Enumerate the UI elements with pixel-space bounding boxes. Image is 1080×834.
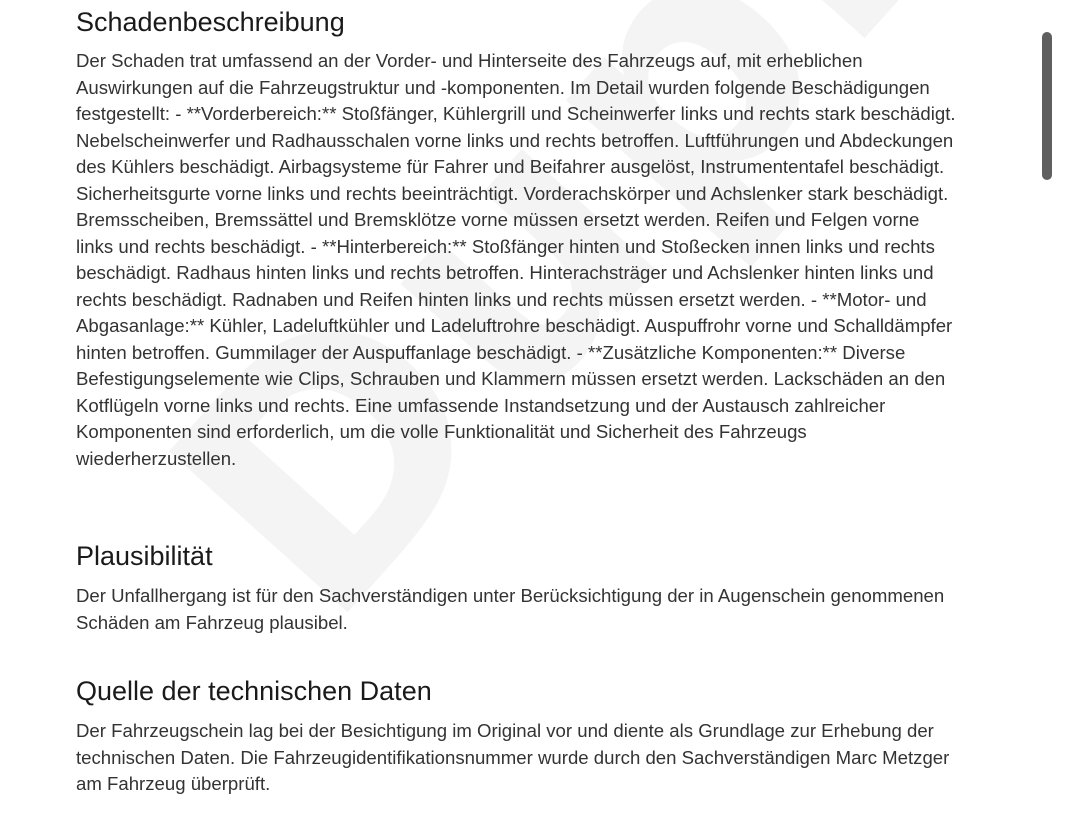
- damage-description-text: Der Schaden trat umfassend an der Vorder- und Hinterseite des Fahrzeugs auf, mit erheblichen Auswirkungen auf die Fahrzeugstruktur und -komponenten. Im Detail wurden folgende Beschädigungen festgestellt: - **Vorderbereich:** Stoßfänger, Kühlergrill und Scheinwerfer links und rechts stark beschädigt. Nebelscheinwerfer und Radhausschalen vorne links und rechts betroffen. Luftführungen und Abdeckungen des Kühlers beschädigt. Airbagsysteme für Fahrer und Beifahrer ausgelöst, Instrumententafel beschädigt. Sicherheitsgurte vorne links und rechts beeinträchtigt. Vorderachskörper und Achslenker stark beschädigt. Bremsscheiben, Bremssättel und Bremsklötze vorne müssen ersetzt werden. Reifen und Felgen vorne links und rechts beschädigt. - **Hinterbereich:** Stoßfänger hinten und Stoßecken innen links und rechts beschädigt. Radhaus hinten links und rechts betroffen. Hinterachsträger und Achslenker hinten links und rechts beschädigt. Radnaben und Reifen hinten links und rechts müssen ersetzt werden. - **Motor- und Abgasanlage:** Kühler, Ladeluftkühler und Ladeluftrohre beschädigt. Auspuffrohr vorne und Schalldämpfer hinten betroffen. Gummilager der Auspuffanlage beschädigt. - **Zusätzliche Komponenten:** Diverse Befestigungselemente wie Clips, Schrauben und Klammern müssen ersetzt werden. Lackschäden an den Kotflügeln vorne links und rechts. Eine umfassende Instandsetzung und der Austausch zahlreicher Komponenten sind erforderlich, um die volle Funktionalität und Sicherheit des Fahrzeugs wiederherzustellen.: [76, 50, 956, 469]
- damage-description-section: [76, 2, 956, 472]
- technical-data-source-heading: Quelle der technischen Daten: [76, 676, 432, 706]
- plausibility-heading: Plausibilität: [76, 541, 213, 571]
- plausibility-section: [76, 536, 956, 636]
- technical-data-source-text: Der Fahrzeugschein lag bei der Besichtigung im Original vor und diente als Grundlage zur Erhebung der technischen Daten. Die Fahrzeugidentifikationsnummer wurde durch den Sachverständigen Marc Metzger am Fahrzeug überprüft.: [76, 720, 950, 794]
- damage-description-heading: Schadenbeschreibung: [76, 7, 345, 37]
- plausibility-text: Der Unfallhergang ist für den Sachverständigen unter Berücksichtigung der in Augenschein genommenen Schäden am Fahrzeug plausibel.: [76, 585, 945, 633]
- technical-data-source-section: [76, 671, 956, 798]
- vertical-scrollbar[interactable]: [1042, 32, 1052, 180]
